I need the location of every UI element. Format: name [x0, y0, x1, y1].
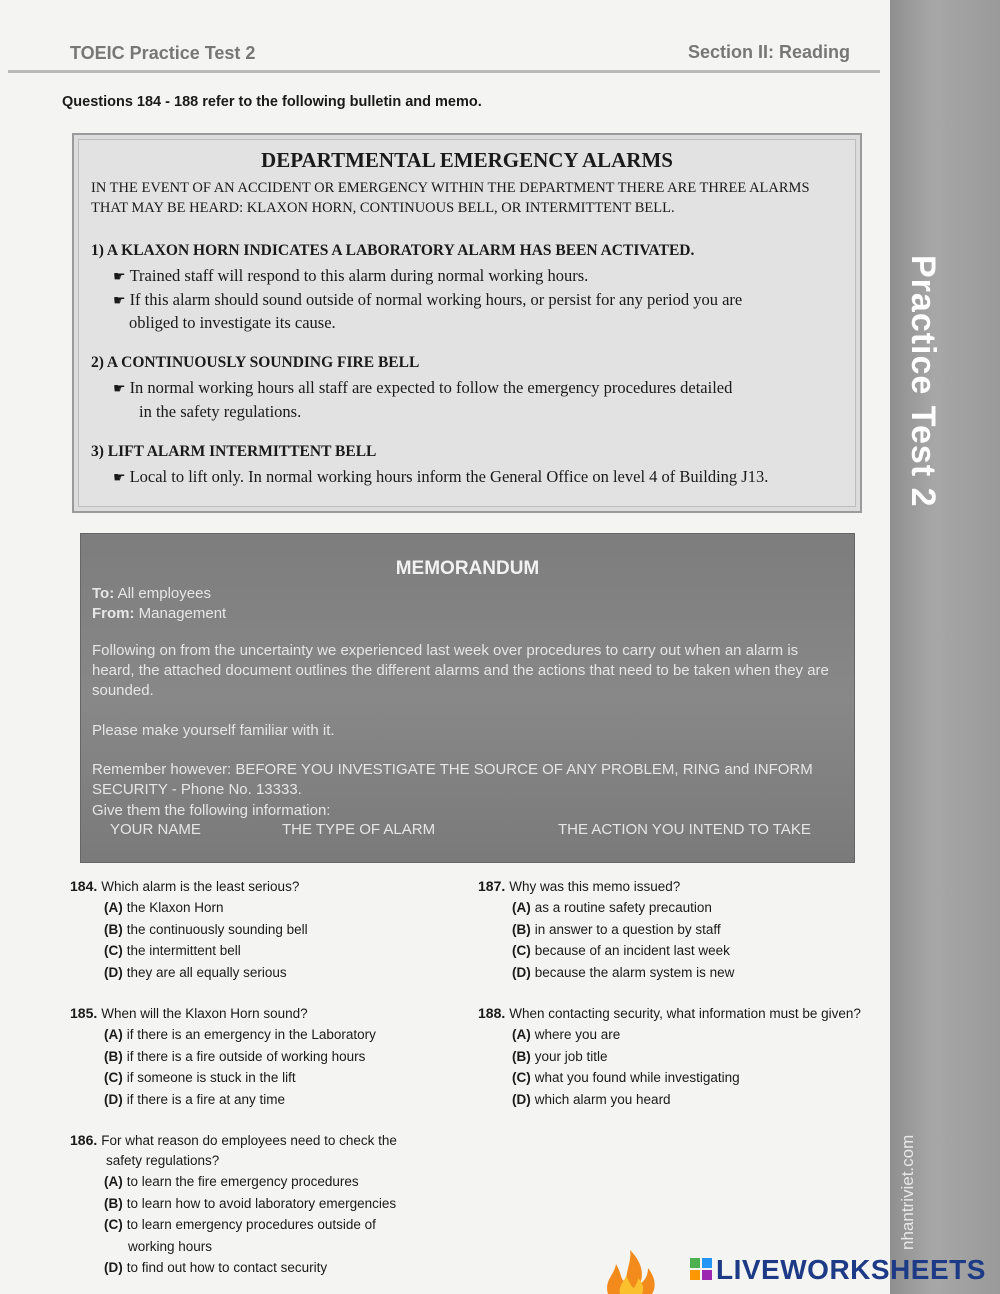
- bulletin-bullet: ☛ Local to lift only. In normal working hours inform the General Office on level 4 of Building J13.: [113, 467, 769, 486]
- answer-option[interactable]: (C) to learn emergency procedures outside of working hours: [104, 1217, 376, 1254]
- bulletin-bullet: ☛ Trained staff will respond to this alarm during normal working hours.: [113, 266, 589, 285]
- question-185: 185. When will the Klaxon Horn sound? (A) if there is an emergency in the Laboratory (B) if there is a fire outside of working hours (C) if someone is stuck in the lift (D) if there is a fire at any time: [70, 1003, 376, 1110]
- question-184: 184. Which alarm is the least serious? (A) the Klaxon Horn (B) the continuously sounding bell (C) the intermittent bell (D) they are all equally serious: [70, 876, 308, 983]
- liveworksheets-mark-icon: [690, 1258, 712, 1280]
- memo-to: To: All employees: [92, 585, 211, 602]
- answer-option[interactable]: (D) they are all equally serious: [104, 964, 287, 980]
- bulletin-box: [72, 133, 862, 513]
- answer-option[interactable]: (B) to learn how to avoid laboratory emergencies: [104, 1195, 397, 1211]
- bulletin-section-2-heading: 2) A CONTINUOUSLY SOUNDING FIRE BELL: [91, 354, 420, 371]
- answer-option[interactable]: (A) to learn the fire emergency procedures: [104, 1174, 359, 1189]
- memo-box: [80, 533, 855, 863]
- memo-title: MEMORANDUM: [395, 558, 540, 579]
- memo-info-item: THE TYPE OF ALARM: [282, 821, 436, 838]
- answer-option[interactable]: (C) what you found while investigating: [512, 1070, 740, 1085]
- pointing-hand-icon: ☛: [113, 471, 126, 486]
- answer-option[interactable]: (A) where you are: [512, 1027, 621, 1042]
- answer-option[interactable]: (A) the Klaxon Horn: [104, 900, 224, 915]
- bulletin-bullet: ☛ If this alarm should sound outside of normal working hours, or persist for any period you are: [113, 290, 743, 309]
- question-187: 187. Why was this memo issued? (A) as a routine safety precaution (B) in answer to a question by staff (C) because of an incident last week (D) because the alarm system is new: [478, 876, 734, 983]
- memo-paragraph-2: Please make yourself familiar with it.: [92, 722, 335, 739]
- memo-from: From: Management: [92, 605, 227, 622]
- side-url: nhantriviet.com: [898, 1134, 917, 1250]
- bulletin-intro: IN THE EVENT OF AN ACCIDENT OR EMERGENCY WITHIN THE DEPARTMENT THERE ARE THREE ALARMS THAT MAY BE HEARD: KLAXON HORN, CONTINUOUS BELL, OR INTERMITTENT BELL.: [91, 180, 810, 216]
- answer-option[interactable]: (A) as a routine safety precaution: [512, 900, 712, 915]
- answer-option[interactable]: (C) because of an incident last week: [512, 943, 730, 958]
- bulletin-section-3-heading: 3) LIFT ALARM INTERMITTENT BELL: [91, 443, 377, 460]
- pointing-hand-icon: ☛: [113, 294, 126, 309]
- bulletin-section-1-heading: 1) A KLAXON HORN INDICATES A LABORATORY ALARM HAS BEEN ACTIVATED.: [91, 242, 695, 259]
- memo-info-item: YOUR NAME: [110, 821, 201, 838]
- answer-option[interactable]: (D) if there is a fire at any time: [104, 1091, 286, 1107]
- answer-option[interactable]: (B) the continuously sounding bell: [104, 921, 308, 937]
- liveworksheets-logo: LIVEWORKSHEETS: [690, 1254, 986, 1286]
- pointing-hand-icon: ☛: [113, 270, 126, 285]
- answer-option[interactable]: (C) if someone is stuck in the lift: [104, 1070, 296, 1085]
- book-title: TOEIC Practice Test 2: [70, 43, 256, 63]
- answer-option[interactable]: (D) which alarm you heard: [512, 1091, 671, 1107]
- answer-option[interactable]: (C) the intermittent bell: [104, 943, 241, 958]
- memo-paragraph-1: Following on from the uncertainty we experienced last week over procedures to carry out when an alarm is heard, the attached document outlines the different alarms and the actions that need to be taken when they are sounded.: [92, 642, 829, 699]
- question-186: 186. For what reason do employees need to check the safety regulations? (A) to learn the fire emergency procedures (B) to learn how to avoid laboratory emergencies (C) to learn emergency procedures outside of working hours (D) to find out how to contact security: [70, 1130, 436, 1279]
- bulletin-bullet-continuation: obliged to investigate its cause.: [129, 313, 336, 332]
- bulletin-bullet: ☛ In normal working hours all staff are expected to follow the emergency procedures detailed: [113, 378, 733, 397]
- section-title: Section II: Reading: [687, 42, 850, 62]
- memo-info-item: THE ACTION YOU INTEND TO TAKE: [558, 821, 811, 838]
- answer-option[interactable]: (B) in answer to a question by staff: [512, 921, 721, 937]
- question-188: 188. When contacting security, what information must be given? (A) where you are (B) your job title (C) what you found while investigating (D) which alarm you heard: [478, 1003, 861, 1110]
- memo-paragraph-3: Remember however: BEFORE YOU INVESTIGATE THE SOURCE OF ANY PROBLEM, RING and INFORM SECURITY - Phone No. 13333.: [92, 761, 813, 798]
- bulletin-title: DEPARTMENTAL EMERGENCY ALARMS: [261, 148, 673, 172]
- page-header: [8, 30, 880, 73]
- bulletin-bullet-continuation: in the safety regulations.: [139, 402, 302, 421]
- memo-paragraph-4: Give them the following information:: [92, 802, 331, 819]
- answer-option[interactable]: (A) if there is an emergency in the Laboratory: [104, 1027, 376, 1042]
- answer-option[interactable]: (B) your job title: [512, 1048, 608, 1064]
- answer-option[interactable]: (D) to find out how to contact security: [104, 1260, 328, 1275]
- answer-option[interactable]: (B) if there is a fire outside of working hours: [104, 1048, 366, 1064]
- questions-intro: Questions 184 - 188 refer to the following bulletin and memo.: [62, 94, 482, 110]
- flame-icon: [600, 1250, 660, 1294]
- side-practice-title: Practice Test 2: [904, 255, 942, 508]
- pointing-hand-icon: ☛: [113, 382, 126, 397]
- answer-option[interactable]: (D) because the alarm system is new: [512, 964, 735, 980]
